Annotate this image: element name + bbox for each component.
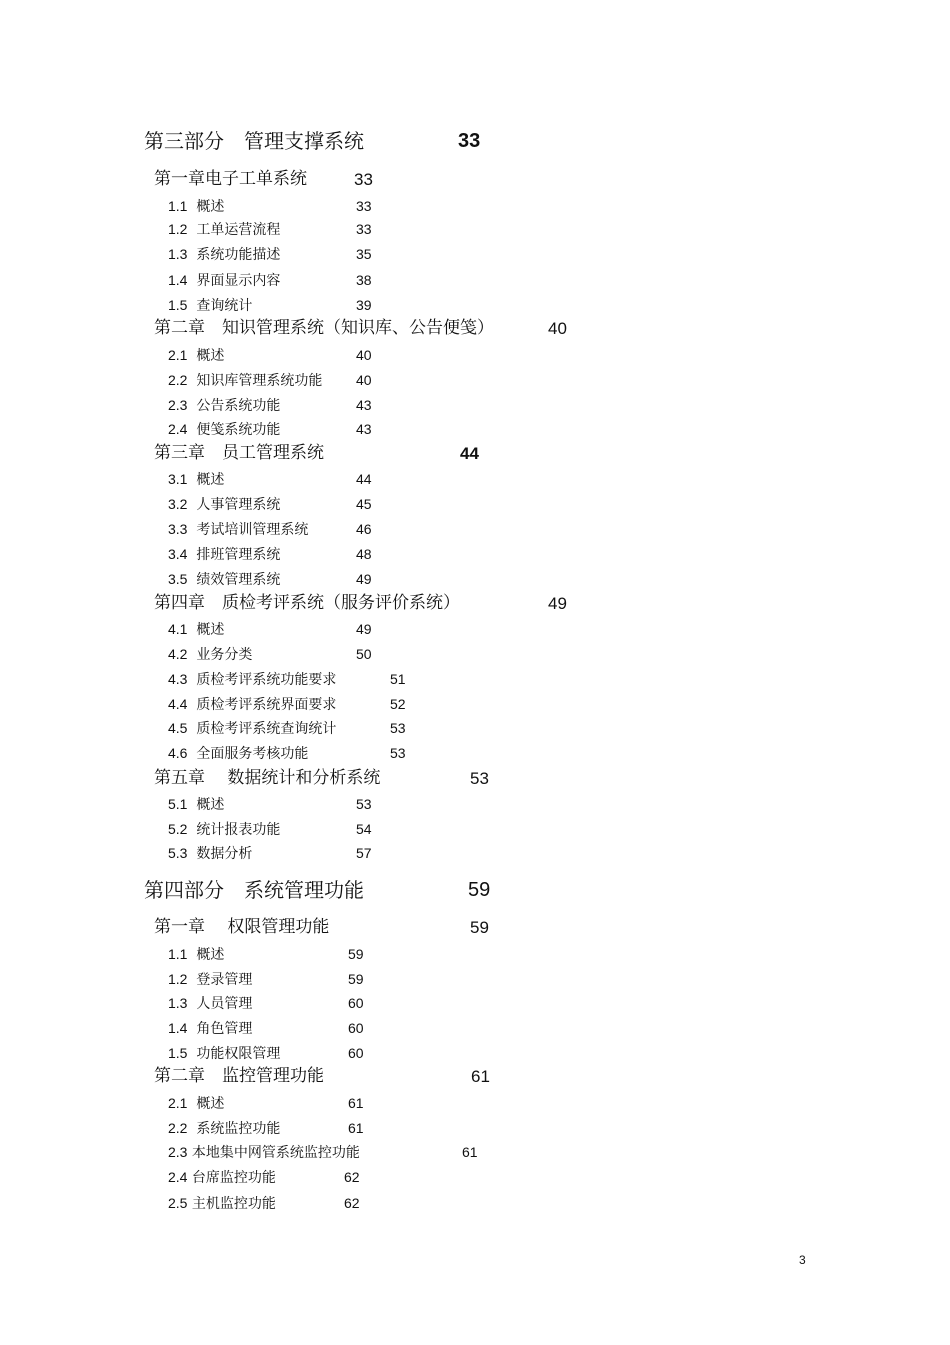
section-number: 4.4 — [168, 696, 188, 712]
section-page-number: 61 — [348, 1120, 364, 1136]
section-page-number: 38 — [356, 272, 372, 288]
section-number: 4.1 — [168, 621, 188, 637]
section-page-number: 46 — [356, 521, 372, 537]
section-number: 5.1 — [168, 796, 188, 812]
section-title: 质检考评系统查询统计 — [196, 721, 337, 737]
section-page-number: 48 — [356, 546, 372, 562]
section-title: 本地集中网管系统监控功能 — [191, 1145, 360, 1161]
section-page-number: 49 — [356, 621, 372, 637]
chapter-title: 第五章 数据统计和分析系统 — [154, 768, 381, 788]
section-page-number: 57 — [356, 845, 372, 861]
section-title: 数据分析 — [196, 846, 253, 862]
chapter-title: 第四章 质检考评系统（服务评价系统） — [154, 593, 460, 613]
section-number: 3.4 — [168, 546, 188, 562]
section-page-number: 51 — [390, 671, 406, 687]
section-number: 1.1 — [168, 198, 188, 214]
section-page-number: 59 — [348, 971, 364, 987]
chapter-title: 第一章 权限管理功能 — [154, 917, 330, 937]
section-number: 3.2 — [168, 496, 188, 512]
section-title: 业务分类 — [196, 647, 253, 663]
section-page-number: 43 — [356, 397, 372, 413]
section-page-number: 53 — [390, 720, 406, 736]
section-number: 2.3 — [168, 397, 188, 413]
chapter-page-number: 61 — [471, 1067, 490, 1086]
section-number: 1.4 — [168, 1020, 188, 1036]
section-title: 系统监控功能 — [196, 1121, 281, 1137]
section-number: 5.3 — [168, 845, 188, 861]
section-number: 1.3 — [168, 246, 188, 262]
section-number: 1.5 — [168, 1045, 188, 1061]
section-number: 4.5 — [168, 720, 188, 736]
section-number: 1.2 — [168, 971, 188, 987]
page-footer-number: 3 — [799, 1253, 806, 1267]
section-title: 便笺系统功能 — [196, 422, 281, 438]
section-title: 概述 — [196, 472, 225, 488]
section-title: 查询统计 — [196, 298, 253, 314]
section-title: 台席监控功能 — [191, 1170, 276, 1186]
section-title: 界面显示内容 — [196, 273, 281, 289]
section-title: 绩效管理系统 — [196, 572, 281, 588]
section-title: 人员管理 — [196, 996, 253, 1012]
section-number: 3.5 — [168, 571, 188, 587]
section-page-number: 40 — [356, 347, 372, 363]
section-page-number: 52 — [390, 696, 406, 712]
part-title: 第三部分 管理支撑系统 — [144, 129, 364, 153]
section-page-number: 49 — [356, 571, 372, 587]
section-page-number: 54 — [356, 821, 372, 837]
section-number: 1.1 — [168, 946, 188, 962]
part-page-number: 59 — [468, 879, 491, 901]
section-page-number: 33 — [356, 221, 372, 237]
section-page-number: 60 — [348, 1020, 364, 1036]
section-number: 3.3 — [168, 521, 188, 537]
section-page-number: 62 — [344, 1195, 360, 1211]
section-page-number: 60 — [348, 1045, 364, 1061]
section-page-number: 45 — [356, 496, 372, 512]
section-title: 工单运营流程 — [196, 222, 281, 238]
section-number: 1.4 — [168, 272, 188, 288]
section-page-number: 50 — [356, 646, 372, 662]
section-page-number: 61 — [462, 1144, 478, 1160]
section-title: 人事管理系统 — [196, 497, 281, 513]
chapter-page-number: 44 — [460, 444, 479, 463]
section-title: 主机监控功能 — [191, 1196, 276, 1212]
chapter-title: 第二章 知识管理系统（知识库、公告便笺） — [154, 318, 494, 338]
section-title: 登录管理 — [196, 972, 253, 988]
section-title: 排班管理系统 — [196, 547, 281, 563]
section-number: 1.3 — [168, 995, 188, 1011]
section-number: 4.3 — [168, 671, 188, 687]
chapter-page-number: 33 — [354, 170, 373, 189]
section-title: 角色管理 — [196, 1021, 253, 1037]
section-page-number: 33 — [356, 198, 372, 214]
section-title: 概述 — [196, 947, 225, 963]
section-number: 2.2 — [168, 372, 188, 388]
section-page-number: 60 — [348, 995, 364, 1011]
section-title: 公告系统功能 — [196, 398, 281, 414]
section-title: 全面服务考核功能 — [196, 746, 309, 762]
section-page-number: 40 — [356, 372, 372, 388]
section-title: 概述 — [196, 797, 225, 813]
chapter-page-number: 53 — [470, 769, 489, 788]
section-page-number: 44 — [356, 471, 372, 487]
section-number: 2.3 — [168, 1144, 188, 1160]
section-page-number: 53 — [390, 745, 406, 761]
section-title: 考试培训管理系统 — [196, 522, 309, 538]
section-number: 5.2 — [168, 821, 188, 837]
chapter-title: 第三章 员工管理系统 — [154, 443, 324, 463]
section-number: 4.2 — [168, 646, 188, 662]
section-number: 2.5 — [168, 1195, 188, 1211]
chapter-page-number: 40 — [548, 319, 567, 338]
section-number: 2.1 — [168, 347, 188, 363]
section-title: 概述 — [196, 1096, 225, 1112]
chapter-page-number: 49 — [548, 594, 567, 613]
section-number: 1.2 — [168, 221, 188, 237]
section-title: 质检考评系统界面要求 — [196, 697, 337, 713]
section-number: 2.1 — [168, 1095, 188, 1111]
section-title: 系统功能描述 — [196, 247, 281, 263]
chapter-title: 第一章电子工单系统 — [154, 169, 307, 189]
section-title: 质检考评系统功能要求 — [196, 672, 337, 688]
section-page-number: 59 — [348, 946, 364, 962]
section-number: 2.4 — [168, 1169, 188, 1185]
section-title: 概述 — [196, 622, 225, 638]
chapter-page-number: 59 — [470, 918, 489, 937]
chapter-title: 第二章 监控管理功能 — [154, 1066, 324, 1086]
section-page-number: 35 — [356, 246, 372, 262]
section-page-number: 43 — [356, 421, 372, 437]
section-page-number: 53 — [356, 796, 372, 812]
section-title: 概述 — [196, 348, 225, 364]
section-number: 1.5 — [168, 297, 188, 313]
section-number: 4.6 — [168, 745, 188, 761]
section-title: 统计报表功能 — [196, 822, 281, 838]
section-number: 2.4 — [168, 421, 188, 437]
section-page-number: 39 — [356, 297, 372, 313]
part-page-number: 33 — [458, 130, 481, 152]
section-page-number: 62 — [344, 1169, 360, 1185]
section-title: 知识库管理系统功能 — [196, 373, 323, 389]
section-page-number: 61 — [348, 1095, 364, 1111]
section-title: 概述 — [196, 199, 225, 215]
section-number: 2.2 — [168, 1120, 188, 1136]
part-title: 第四部分 系统管理功能 — [144, 878, 364, 902]
section-title: 功能权限管理 — [196, 1046, 281, 1062]
section-number: 3.1 — [168, 471, 188, 487]
